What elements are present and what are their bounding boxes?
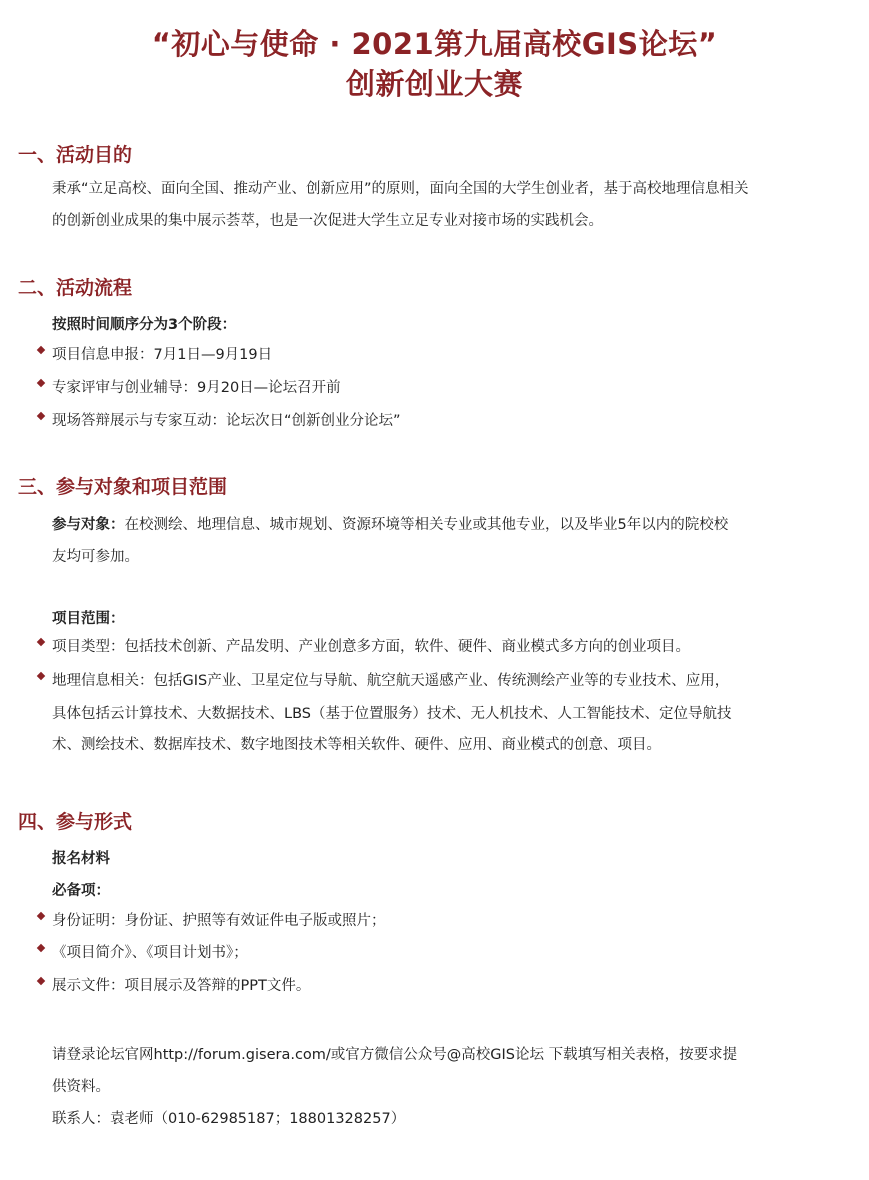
- page-title-line2: 创新创业大赛: [345, 67, 523, 101]
- list-item: 项目信息申报：7月1日—9月19日: [52, 347, 273, 363]
- required-label: 必备项：: [52, 883, 110, 899]
- list-item: 专家评审与创业辅导：9月20日—论坛召开前: [52, 380, 341, 396]
- bullet-icon: [37, 346, 45, 354]
- section1-heading: 一、活动目的: [18, 144, 133, 166]
- bullet-icon: [37, 977, 45, 985]
- target-text: 在校测绘、地理信息、城市规划、资源环境等相关专业或其他专业，以及毕业5年以内的院校校: [124, 517, 729, 533]
- bullet-icon: [37, 412, 45, 420]
- section2-heading: 二、活动流程: [18, 277, 133, 299]
- section3-heading: 三、参与对象和项目范围: [18, 476, 228, 498]
- section1-para-line2: 的创新创业成果的集中展示荟萃，也是一次促进大学生立足专业对接市场的实践机会。: [52, 213, 603, 229]
- list-item: 身份证明：身份证、护照等有效证件电子版或照片；: [52, 913, 386, 929]
- list-item: 现场答辩展示与专家互动：论坛次日“创新创业分论坛”: [52, 413, 401, 429]
- section1-para-line1: 秉承“立足高校、面向全国、推动产业、创新应用”的原则，面向全国的大学生创业者，基于高校地理信息相关: [52, 181, 749, 197]
- target-label: 参与对象：: [52, 517, 125, 533]
- contact: 联系人：袁老师（010-62985187；18801328257）: [52, 1111, 406, 1127]
- scope-label: 项目范围：: [52, 611, 125, 627]
- list-item: 展示文件：项目展示及答辩的PPT文件。: [52, 978, 311, 994]
- bullet-icon: [37, 944, 45, 952]
- list-item: 《项目简介》、《项目计划书》；: [52, 945, 248, 961]
- section2-intro: 按照时间顺序分为3个阶段：: [52, 317, 237, 333]
- bullet-icon: [37, 672, 45, 680]
- section3-target-line2: 友均可参加。: [52, 549, 139, 565]
- section3-target-line1: [52, 510, 864, 540]
- materials-label: 报名材料: [52, 851, 110, 867]
- bullet-icon: [37, 379, 45, 387]
- bullet-icon: [37, 638, 45, 646]
- list-item-cont: 术、测绘技术、数据库技术、数字地图技术等相关软件、硬件、应用、商业模式的创意、项目。: [52, 737, 661, 753]
- list-item: 项目类型：包括技术创新、产品发明、产业创意多方面，软件、硬件、商业模式多方向的创业项目。: [52, 639, 690, 655]
- section4-heading: 四、参与形式: [18, 811, 133, 833]
- list-item: 地理信息相关：包括GIS产业、卫星定位与导航、航空航天遥感产业、传统测绘产业等的专业技术、应用，: [52, 673, 730, 689]
- note-line1: 请登录论坛官网http://forum.gisera.com/或官方微信公众号@高校GIS论坛 下载填写相关表格，按要求提: [52, 1047, 738, 1063]
- bullet-icon: [37, 912, 45, 920]
- note-line2: 供资料。: [52, 1079, 110, 1095]
- list-item-cont: 具体包括云计算技术、大数据技术、LBS（基于位置服务）技术、无人机技术、人工智能技术、定位导航技: [52, 706, 732, 722]
- page-title-line1: “初心与使命 · 2021第九届高校GIS论坛”: [151, 27, 718, 61]
